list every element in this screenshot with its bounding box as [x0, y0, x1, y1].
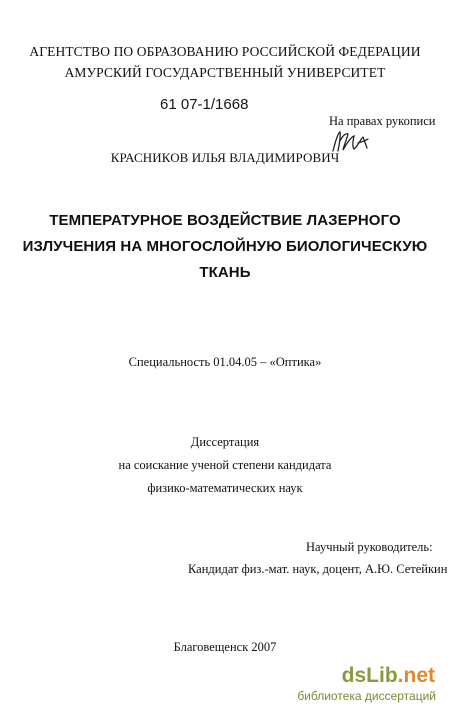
specialty-line: Специальность 01.04.05 – «Оптика» [128, 355, 322, 369]
supervisor-name: Кандидат физ.-мат. наук, доцент, А.Ю. Сетейкин [188, 562, 448, 576]
registration-code: 61 07-1/1668 [160, 96, 249, 113]
place-year: Благовещенск 2007 [173, 640, 277, 654]
dissertation-label: Диссертация [190, 435, 260, 449]
watermark-logo-right: .net [397, 664, 435, 687]
title-line-3: ТКАНЬ [199, 264, 251, 281]
watermark-logo-left: dsLib [341, 664, 398, 687]
author-name: КРАСНИКОВ ИЛЬЯ ВЛАДИМИРОВИЧ [110, 150, 340, 165]
field-line: физико-математических наук [147, 481, 303, 495]
watermark-subtitle: библиотека диссертаций [297, 689, 436, 703]
watermark-logo [342, 664, 435, 688]
degree-line: на соискание ученой степени кандидата [118, 458, 332, 472]
university-line: АМУРСКИЙ ГОСУДАРСТВЕННЫЙ УНИВЕРСИТЕТ [64, 65, 386, 80]
title-line-2: ИЗЛУЧЕНИЯ НА МНОГОСЛОЙНУЮ БИОЛОГИЧЕСКУЮ [22, 238, 428, 255]
supervisor-label: Научный руководитель: [306, 540, 433, 554]
rights-note: На правах рукописи [329, 114, 436, 128]
title-line-1: ТЕМПЕРАТУРНОЕ ВОЗДЕЙСТВИЕ ЛАЗЕРНОГО [49, 212, 401, 229]
agency-line: АГЕНТСТВО ПО ОБРАЗОВАНИЮ РОССИЙСКОЙ ФЕДЕРАЦИИ [29, 44, 421, 59]
